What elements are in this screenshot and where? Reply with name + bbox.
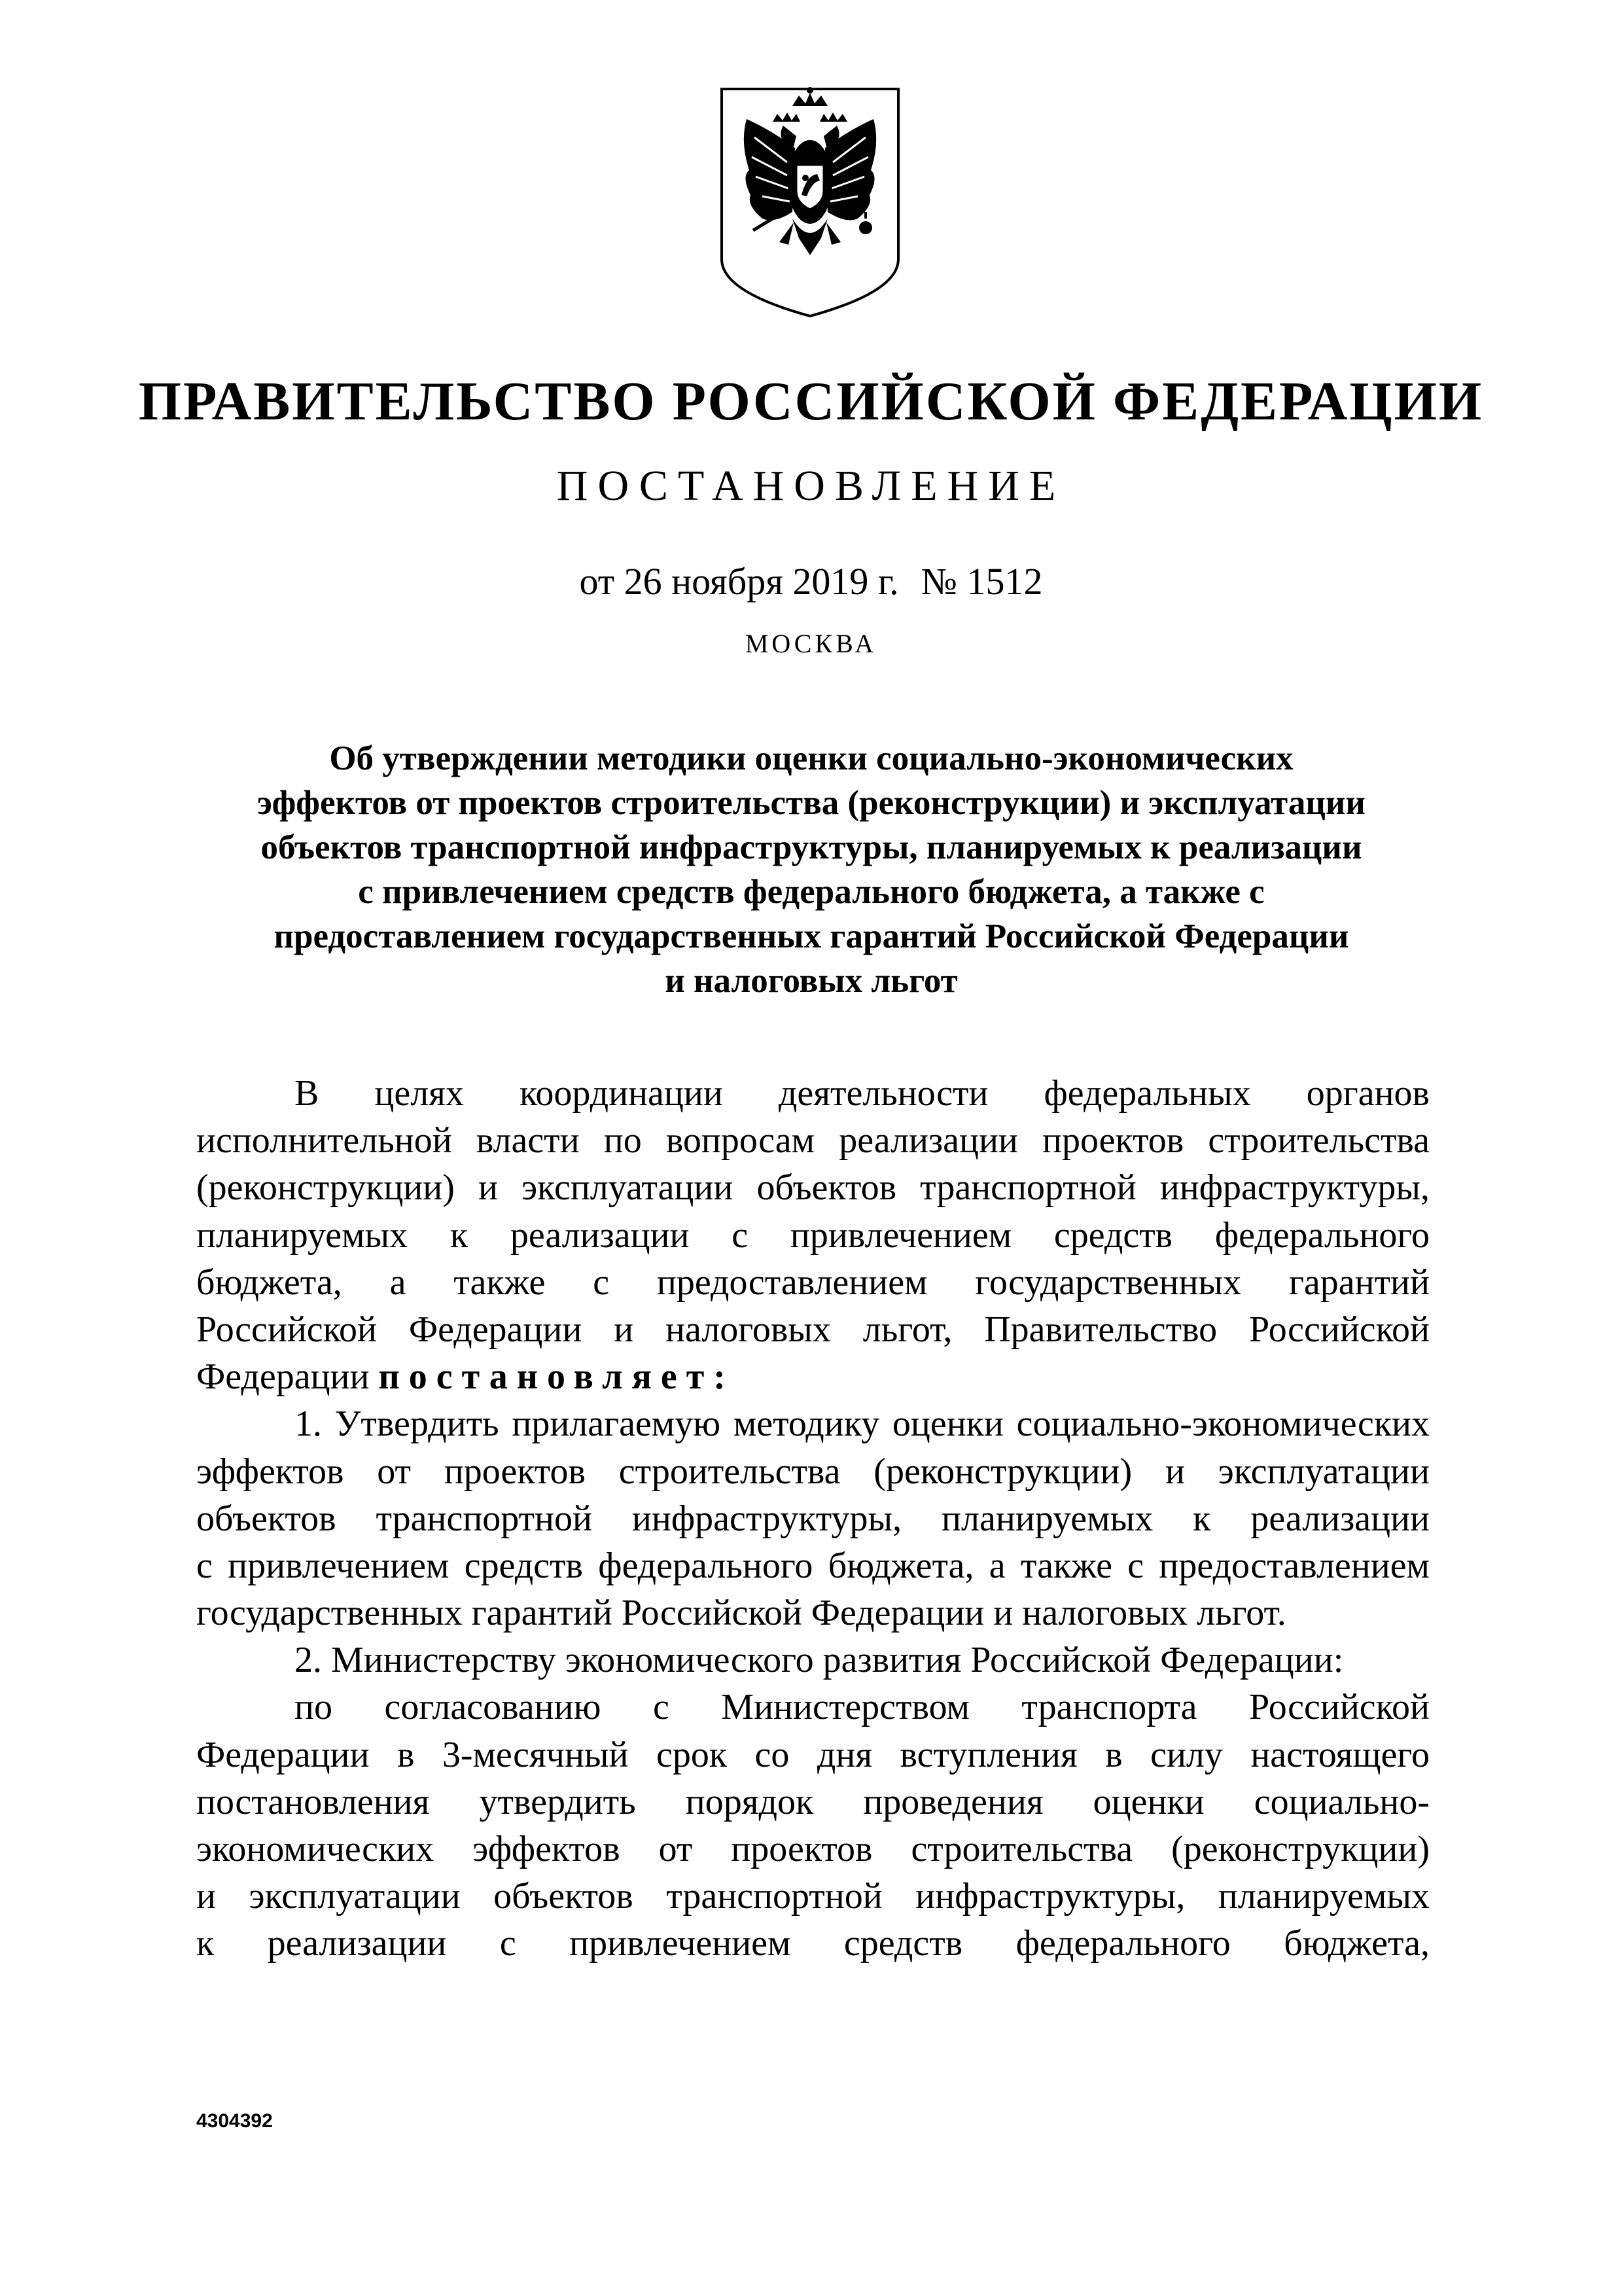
item-1-line: с привлечением средств федерального бюджета, а также с предоставлением xyxy=(196,1545,1430,1586)
document-city: МОСКВА xyxy=(745,629,877,658)
subject-line: с привлечением средств федерального бюджета, а также с xyxy=(358,873,1265,911)
item-1-line: объектов транспортной инфраструктуры, планируемых к реализации xyxy=(196,1498,1430,1539)
document-body xyxy=(196,1070,1430,1968)
number-sign: № xyxy=(921,560,957,603)
government-title: ПРАВИТЕЛЬСТВО РОССИЙСКОЙ ФЕДЕРАЦИИ xyxy=(138,371,1484,432)
subject-line: и налоговых льгот xyxy=(665,962,958,1000)
item-1-line: эффектов от проектов строительства (реконструкции) и эксплуатации xyxy=(196,1451,1430,1492)
subject-line: эффектов от проектов строительства (реконструкции) и эксплуатации xyxy=(257,784,1366,822)
decree-word: постановляет: xyxy=(378,1356,735,1398)
preamble-line: бюджета, а также с предоставлением государственных гарантий xyxy=(196,1262,1430,1303)
item-2-line: по согласованию с Министерством транспорта Российской xyxy=(294,1687,1430,1728)
item-2-line: постановления утвердить порядок проведения оценки социально- xyxy=(196,1781,1430,1822)
item-1-line: 1. Утвердить прилагаемую методику оценки социально-экономических xyxy=(294,1404,1430,1445)
preamble-line: Российской Федерации и налоговых льгот, Правительство Российской xyxy=(196,1309,1430,1350)
item-2-title: 2. Министерству экономического развития Российской Федерации: xyxy=(294,1640,1344,1681)
preamble-line: (реконструкции) и эксплуатации объектов транспортной инфраструктуры, xyxy=(196,1167,1430,1209)
preamble-line: планируемых к реализации с привлечением средств федерального xyxy=(196,1214,1430,1256)
subject-line: Об утверждении методики оценки социально-экономических xyxy=(329,739,1294,777)
document-subject xyxy=(118,736,1505,1003)
preamble-last-line xyxy=(196,1353,1430,1400)
subject-line: предоставлением государственных гарантий Российской Федерации xyxy=(273,917,1349,955)
document-date: от 26 ноября 2019 г. xyxy=(579,560,899,603)
item-2-line: и эксплуатации объектов транспортной инфраструктуры, планируемых xyxy=(196,1876,1430,1917)
item-2-line: Федерации в 3-месячный срок со дня вступления в силу настоящего xyxy=(196,1734,1430,1775)
coat-of-arms-icon xyxy=(715,84,905,323)
document-number: 1512 xyxy=(966,560,1043,603)
subject-line: объектов транспортной инфраструктуры, планируемых к реализации xyxy=(260,828,1362,866)
document-code: 4304392 xyxy=(196,2110,273,2132)
document-date-number xyxy=(0,559,1622,603)
item-1-line: государственных гарантий Российской Федерации и налоговых льгот. xyxy=(196,1593,1286,1634)
item-2-line: к реализации с привлечением средств федерального бюджета, xyxy=(196,1923,1430,1964)
preamble-line: В целях координации деятельности федеральных органов xyxy=(294,1073,1430,1114)
document-type: ПОСТАНОВЛЕНИЕ xyxy=(556,462,1066,510)
item-2-line: экономических эффектов от проектов строительства (реконструкции) xyxy=(196,1829,1430,1869)
preamble-line: исполнительной власти по вопросам реализации проектов строительства xyxy=(196,1120,1430,1161)
preamble-last-word: Федерации xyxy=(196,1356,370,1398)
